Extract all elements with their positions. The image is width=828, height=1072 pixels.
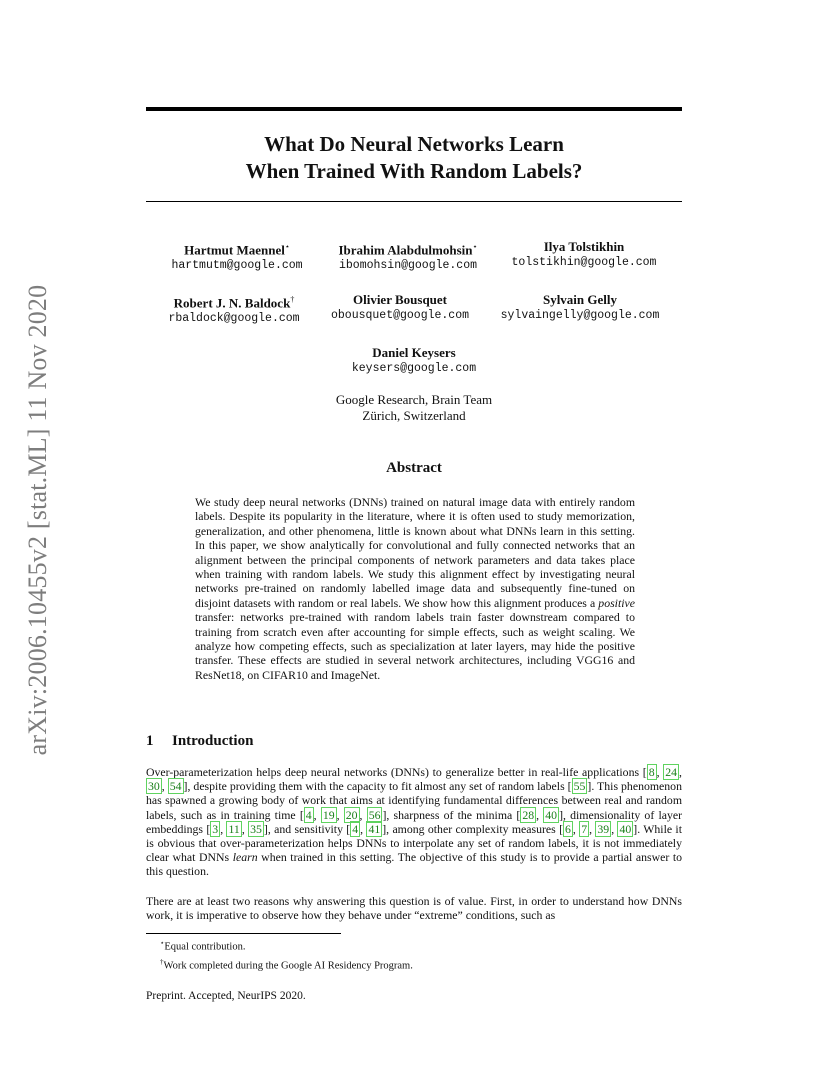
citation-link[interactable]: 6	[565, 821, 571, 836]
section-number: 1	[146, 733, 154, 749]
author-name: Olivier Bousquet	[352, 292, 448, 307]
footnote-rule	[146, 933, 341, 934]
citation-link[interactable]: 54	[169, 779, 182, 794]
citation-link[interactable]: 4	[352, 821, 359, 836]
author-block	[484, 239, 684, 270]
author-email[interactable]: rbaldock@google.com	[168, 312, 300, 326]
author-block	[137, 239, 337, 273]
citation-link[interactable]: 41	[368, 821, 381, 836]
citation-link[interactable]: 35	[250, 821, 262, 836]
arxiv-identifier: arXiv:2006.10455v2 [stat.ML] 11 Nov 2020	[23, 284, 52, 756]
author-block	[300, 292, 500, 323]
footnotes	[160, 936, 413, 973]
author-name: Daniel Keysers	[372, 345, 456, 360]
emphasis: positive	[598, 595, 635, 610]
citation-link[interactable]: 8	[648, 765, 655, 779]
author-name: Sylvain Gelly	[542, 292, 618, 307]
intro-paragraph-1: Over-parameterization helps deep neural networks (DNNs) to generalize better in real-life applications [ 8 , 24 , 30 , 54 ], despite providing them with the capacity to fit almost any set of random labels [ 55 ]. This phenomenon has spawned a growing body of work that aims at identifying fundamental differences between real and random labels, such as in training time [ 4 , 19 , 20 , 56 ], sharpness of the minima [ 28 , 40 ], dimensionality of layer embeddings [ 3 , 11 , 35 ], and sensitivity [ 4 , 41 ], among other complexity measures [ 6 , 7 , 39 , 40 ]. While it is obvious that over-parameterization helps DNNs to interpolate any set of random labels, it is not immediately clear what DNNs learn when trained in this setting. The objective of this study is to provide a partial answer to this question.	[146, 765, 683, 879]
footnote: †Work completed during the Google AI Residency Program.	[160, 957, 413, 971]
author-name: Hartmut Maennel⋆	[184, 242, 290, 258]
title-line-2: When Trained With Random Labels?	[245, 159, 583, 183]
citation-link[interactable]: 28	[522, 807, 535, 822]
title-bottom-rule	[146, 201, 682, 202]
title-top-rule	[146, 107, 682, 111]
title-line-1: What Do Neural Networks Learn	[264, 132, 564, 156]
preprint-footer: Preprint. Accepted, NeurIPS 2020.	[146, 990, 306, 1002]
author-block	[314, 345, 514, 376]
citation-link[interactable]: 3	[212, 821, 219, 836]
affiliation-location: Zürich, Switzerland	[362, 408, 466, 423]
citation-link[interactable]: 56	[368, 807, 381, 822]
arxiv-side-stamp	[8, 280, 68, 780]
footnote: ⋆Equal contribution.	[160, 939, 246, 953]
author-email[interactable]: ibomohsin@google.com	[338, 259, 478, 273]
author-block	[308, 239, 508, 273]
author-block	[480, 292, 680, 323]
author-email[interactable]: sylvaingelly@google.com	[500, 309, 660, 322]
citation-link[interactable]: 4	[305, 807, 312, 822]
affiliation	[214, 392, 614, 424]
author-name: Ibrahim Alabdulmohsin⋆	[338, 242, 478, 258]
author-email[interactable]: keysers@google.com	[351, 362, 477, 375]
author-email[interactable]: hartmutm@google.com	[171, 259, 303, 273]
citation-link[interactable]: 39	[597, 821, 610, 836]
abstract-heading: Abstract	[386, 460, 442, 476]
intro-paragraph-2: There are at least two reasons why answering this question is of value. First, in order to understand how DNNs work, it is imperative to observe how they behave under “extreme” conditions, such as	[146, 894, 682, 923]
citation-link[interactable]: 11	[228, 821, 240, 836]
author-name: Robert J. N. Baldock†	[173, 295, 295, 311]
author-email[interactable]: obousquet@google.com	[330, 309, 470, 322]
citation-link[interactable]: 20	[345, 807, 358, 822]
author-email[interactable]: tolstikhin@google.com	[511, 256, 657, 269]
section-title: Introduction	[172, 733, 254, 749]
citation-link[interactable]: 7	[581, 821, 588, 836]
citation-link[interactable]: 24	[665, 765, 678, 779]
emphasis: learn	[232, 850, 258, 865]
section-heading	[146, 733, 253, 750]
author-name: Ilya Tolstikhin	[543, 239, 625, 254]
citation-link[interactable]: 19	[322, 807, 335, 822]
citation-link[interactable]: 40	[619, 821, 632, 836]
paper-title	[146, 131, 682, 185]
citation-link[interactable]: 30	[148, 779, 160, 794]
citation-link[interactable]: 55	[573, 779, 586, 794]
affiliation-org: Google Research, Brain Team	[335, 392, 493, 407]
abstract-body: We study deep neural networks (DNNs) trained on natural image data with entirely random labels. Despite its popularity in the literature, where it is often used to study memorization, generalization, and other phenomena, little is known about what DNNs learn in this setting. In this paper, we show analytically for convolutional and fully connected networks that an alignment between the principal components of network parameters and data takes place when training with random labels. We study this alignment effect by investigating neural networks pre-trained on randomly labelled image data and subsequently fine-tuned on disjoint datasets with random or real labels. We show how this alignment produces a positive transfer: networks pre-trained with random labels train faster downstream compared to training from scratch even after accounting for simple effects, such as weight scaling. We analyze how competing effects, such as specialization at later layers, may hide the positive transfer. These effects are studied in several network architectures, including VGG16 and ResNet18, on CIFAR10 and ImageNet.	[195, 495, 635, 682]
citation-link[interactable]: 40	[545, 807, 558, 822]
